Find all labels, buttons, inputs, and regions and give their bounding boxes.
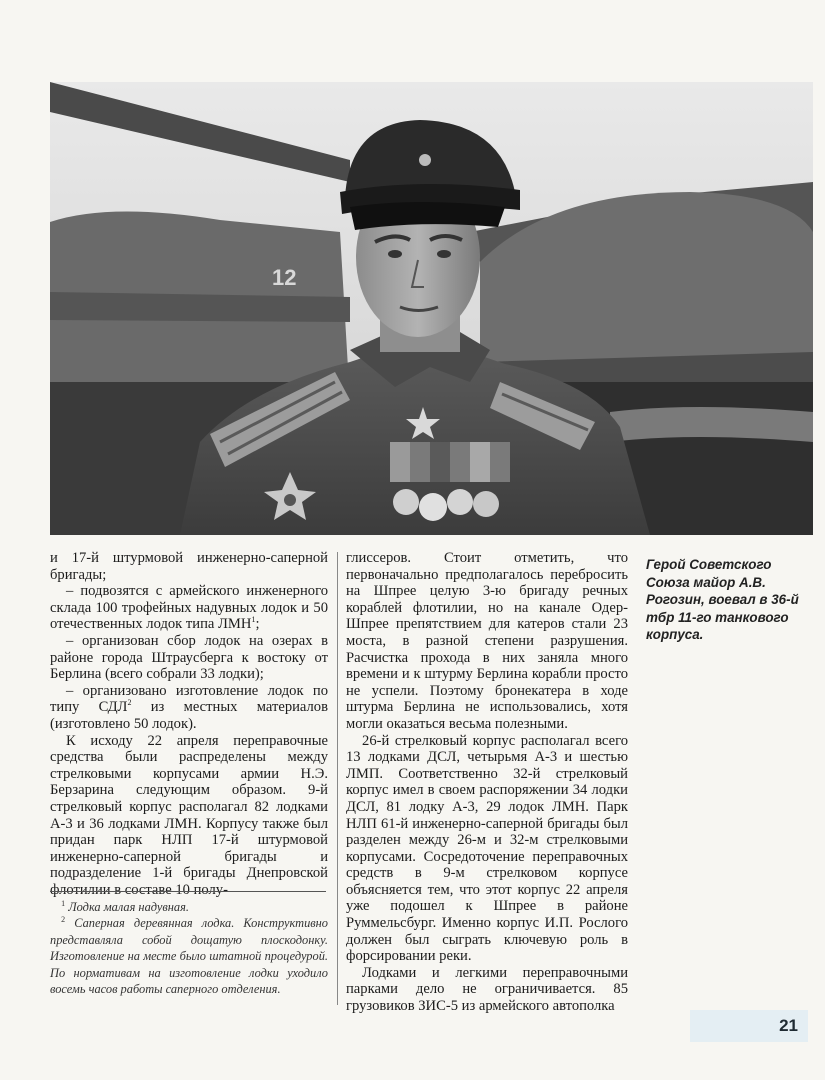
footnote xyxy=(50,915,328,997)
text-column-2 xyxy=(346,550,628,1015)
footnote-mark: 1 xyxy=(61,898,66,908)
footnote-divider xyxy=(50,891,326,892)
paragraph: – организован сбор лодок на озерах в районе города Штраусберга к востоку от Берлина (всего собрали 33 лодки); xyxy=(50,632,328,683)
footnotes xyxy=(50,899,328,997)
footnote-text: Саперная деревянная лодка. Конструктивно представляла собой дощатую плоскодонку. Изготовление на месте было штатной процедурой. По нормативам на изготовление лодки уходило восемь часов работы саперного отделения. xyxy=(50,916,328,997)
footnote xyxy=(50,899,328,915)
footnote-text: Лодка малая надувная. xyxy=(65,900,189,914)
paragraph: К исходу 22 апреля переправочные средства были распределены между стрелковыми корпусами армии Н.Э. Берзарина следующим образом. 9-й стрелковый корпус располагал 82 лодками А-3 и 36 лодками ЛМН. Корпусу также был придан парк НЛП 17-й штурмовой инженерно-саперной бригады и подразделение 1-й бригады Днепровской флотилии в составе 10 полу- xyxy=(50,732,328,898)
paragraph-text: – организовано изготовление лодок по типу СДЛ xyxy=(50,682,328,716)
page-number: 21 xyxy=(779,1016,798,1035)
text-column-1 xyxy=(50,550,328,898)
paragraph: глиссеров. Стоит отметить, что первоначально предполагалось перебросить на Шпрее целую 3-ю бригаду речных кораблей флотилии, но на канале Одер-Шпрее препятствием для катеров стали 23 моста, в разной степени разрушения. Расчистка прохода в них заняла много времени и к штурму Берлина корабли просто не успели. Поэтому бронекатера в ходе штурма Берлина не использовались, хотя могли оказаться весьма полезными. xyxy=(346,550,628,732)
photo-caption: Герой Советского Союза майор А.В. Рогозин, воевал в 36-й тбр 11-го танкового корпуса. xyxy=(646,557,799,642)
column-divider xyxy=(337,552,338,1005)
paragraph: Лодками и легкими переправочными парками дело не ограничивается. 85 грузовиков ЗИС-5 из армейского автополка xyxy=(346,964,628,1015)
footnote-mark: 2 xyxy=(61,915,66,925)
paragraph: 26-й стрелковый корпус располагал всего 13 лодками ДСЛ, четырьмя А-3 и шестью ЛМП. Соответственно 32-й стрелковый корпус имел в своем распоряжении 34 лодки ДСЛ, 81 лодку А-3, 29 лодок ЛМН. Парк НЛП 61-й инженерно-саперной бригады был разделен между 26-м и 32-м стрелковыми корпусами. Сосредоточение переправочных средств в 9-м стрелковом корпусе объясняется тем, что этот корпус 22 апреля уже подошел к Шпрее в районе Руммельсбург. Именно корпус И.П. Рослого должен был сыграть ключевую роль в форсировании реки. xyxy=(346,732,628,965)
paragraph xyxy=(50,683,328,733)
footnote-ref: 1 xyxy=(251,615,256,625)
photo xyxy=(50,82,813,535)
paragraph: и 17-й штурмовой инженерно-саперной бригады; xyxy=(50,550,328,583)
paragraph-text: из местных материалов (изготовлено 50 лодок). xyxy=(50,699,328,732)
paragraph-text: – подвозятся с армейского инженерного склада 100 трофейных надувных лодок и 50 отечественных лодок типа ЛМН xyxy=(50,583,328,633)
paragraph xyxy=(50,583,328,633)
tank-number-marking: 12 xyxy=(272,265,297,290)
paragraph-text: ; xyxy=(255,616,260,633)
soldier-photo xyxy=(50,82,813,535)
footnote-ref: 2 xyxy=(127,698,132,708)
